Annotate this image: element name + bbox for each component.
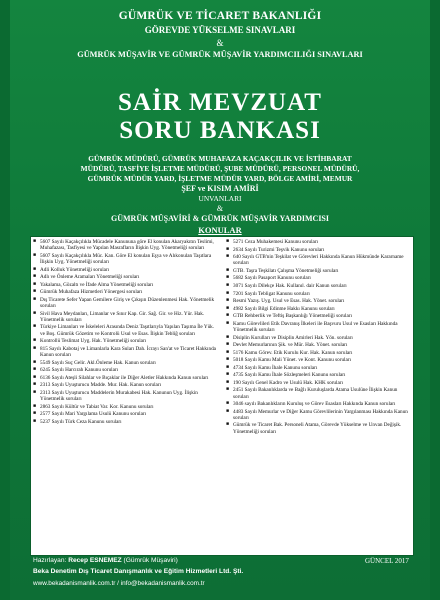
topic-item	[226, 357, 412, 363]
topic-text: 3071 Sayılı Dilekçe Hak. Kullanıl. dair Kanun soruları	[233, 282, 347, 289]
topic-text: 5018 Sayılı Kamu Mali Yönet. ve Kont. Kanunu soruları	[233, 357, 351, 364]
topic-text: 5271 Ceza Muhakemesi Kanunu soruları	[233, 239, 318, 245]
positions-block	[0, 154, 440, 204]
topic-item	[226, 422, 412, 435]
bullet-icon: ■	[33, 374, 37, 380]
topic-text: Kamu Görevlileri Etik Davranış İlkeleri ile Başvuru Usul ve Esasları Hakkında Yönetmelik soruları	[233, 320, 398, 333]
bullet-icon: ■	[226, 254, 230, 260]
bullet-icon: ■	[226, 401, 230, 407]
positions-line: GÜMRÜK MÜDÜR YARD, İŞLETME MÜDÜR YARD, BÖLGE AMİRİ, MEMUR	[87, 174, 353, 183]
topic-text: 2634 Sayılı Turizmi Teşvik Kanunu soruları	[233, 246, 325, 253]
topic-item	[226, 306, 412, 312]
topic-text: Yakalama, Gözaltı ve İfade Alma Yönetmeliği soruları	[40, 281, 154, 288]
bullet-icon: ■	[226, 305, 230, 311]
prepared-label: Hazırlayan:	[33, 557, 67, 564]
book-title-line1: SAİR MEVZUAT	[118, 89, 322, 116]
bullet-icon: ■	[226, 298, 230, 304]
bullet-icon: ■	[226, 422, 230, 428]
topic-text: 2313 Sayılı Uyuşturucu Madde. Mur. Hak. Kanun soruları	[40, 382, 162, 389]
topic-text: GTB. Taşra Teşkilatı Çalışma Yönetmeliği soruları	[233, 267, 339, 274]
topic-text: Türkiye Limanları ve İskeleleri Arasında Deniz Taşıtlarıyla Yapılan Taşıma İle Yük. ve Boş. Gümrük Gözetim ve Kontrolü Usul ve Esas. İlişkin Tebliğ soruları	[40, 324, 215, 337]
company-name: Beka Denetim Dış Ticaret Danışmanlık ve Eğitim Hizmetleri Ltd. Şti.	[33, 568, 244, 575]
topic-item	[33, 267, 219, 273]
topic-item	[226, 247, 412, 253]
bullet-icon: ■	[33, 252, 37, 258]
topic-text: Sivil Hava Meydanları, Limanlar ve Sınır Kap. Gir. Sağ. Gir. ve Hiz. Yür. Hak. Yönetmelik soruları	[40, 310, 205, 323]
topic-item	[226, 275, 412, 281]
topic-item	[226, 268, 412, 274]
topic-text: 3046 sayılı Bakanlıkların Kuruluş ve Görev Esasları Hakkında Kanun soruları	[233, 401, 396, 408]
topic-text: Adlı ve Önleme Aramaları Yönetmeliği soruları	[40, 274, 140, 281]
topic-text: Gümrük Muhafaza Hizmetleri Yönergesi soruları	[40, 289, 143, 296]
topics-left-column	[33, 239, 219, 426]
bullet-icon: ■	[33, 289, 37, 295]
topic-item	[226, 342, 412, 348]
topic-item	[226, 254, 412, 267]
topic-text: 6136 Sayılı Ateşli Silahlar ve Bıçaklar ile Diğer Aletler Hakkında Kanun soruları	[40, 374, 209, 381]
topic-item	[226, 291, 412, 297]
topic-item	[226, 372, 412, 378]
bullet-icon: ■	[33, 274, 37, 280]
topic-text: 6245 Sayılı Harcırah Kanunu soruları	[40, 367, 119, 374]
bullet-icon: ■	[33, 266, 37, 272]
bullet-icon: ■	[226, 379, 230, 385]
contact-info: www.bekadanismanlik.com.tr / info@bekadanismanlik.com.tr	[33, 580, 205, 587]
topic-text: 5682 Sayılı Pasaport Kanunu soruları	[233, 275, 311, 282]
topic-item	[33, 419, 219, 425]
topic-text: 4734 Sayılı Kamu İhale Kanunu soruları	[233, 364, 318, 371]
topic-item	[33, 239, 219, 252]
topic-item	[226, 409, 412, 422]
topic-text: 640 Sayılı GTB'nin Teşkilat ve Görevleri Hakkında Kanun Hükmünde Kararname soruları	[233, 254, 404, 267]
bullet-icon: ■	[33, 389, 37, 395]
bullet-icon: ■	[226, 246, 230, 252]
header-consultant-exam: GÜMRÜK MÜŞAVİR VE GÜMRÜK MÜŞAVİR YARDIMCILIĞI SINAVLARI	[77, 50, 363, 59]
topic-text: 815 Sayılı Kabotaj ve Limanlarla Kara Suları Dah. İcrayı San'at ve Ticaret Hakkında Kanun soruları	[40, 345, 216, 358]
author-note: (Gümrük Müşaviri)	[123, 557, 178, 564]
topic-item	[226, 387, 412, 400]
topic-item	[226, 350, 412, 356]
bullet-icon: ■	[226, 387, 230, 393]
bullet-icon: ■	[226, 364, 230, 370]
topic-text: 5176 Kamu Görev. Etik Kurulu Kur. Hak. Kanun soruları	[233, 349, 353, 356]
topic-text: Devlet Memurlarının Şik. ve Mür. Hak. Yönet. soruları	[233, 342, 348, 349]
book-title-line2: SORU BANKASI	[119, 117, 321, 144]
bullet-icon: ■	[33, 324, 37, 330]
topic-text: 2451 Sayılı Bakanlıklarda ve Bağlı Kuruluşlarda Atama Usulüne İlişkin Kanun soruları	[233, 387, 398, 400]
bullet-icon: ■	[226, 275, 230, 281]
header-ampersand: &	[216, 38, 224, 48]
bullet-icon: ■	[226, 372, 230, 378]
bullet-icon: ■	[33, 281, 37, 287]
topic-text: 4735 Sayılı Kamu İhale Sözleşmeleri Kanunu soruları	[233, 372, 346, 379]
topic-item	[226, 401, 412, 407]
topic-text: 4483 Sayılı Memurlar ve Diğer Kamu Görevlilerinin Yargılanması Hakkında Kanun soruları	[233, 408, 408, 421]
bullet-icon: ■	[226, 267, 230, 273]
topic-item	[226, 321, 412, 334]
topics-panel	[30, 236, 414, 556]
topics-right-column	[226, 239, 412, 436]
bullet-icon: ■	[33, 359, 37, 365]
topic-item	[226, 380, 412, 386]
bullet-icon: ■	[226, 282, 230, 288]
bullet-icon: ■	[33, 345, 37, 351]
topic-item	[33, 411, 219, 417]
topic-text: Disiplin Kurulları ve Disiplin Amirleri Hak. Yön. soruları	[233, 334, 353, 341]
bullet-icon: ■	[226, 342, 230, 348]
bullet-icon: ■	[33, 418, 37, 424]
topic-text: 5607 Sayılı Kaçakçılıkla Mücadele Kanununa göre El konulan Akaryakıtın Teslimi, Muhafazası, Tasfiyesi ve Yapılan Masrafların İlişkin Uyg. Yönetmeliği soruları	[40, 239, 214, 252]
topic-item	[33, 360, 219, 366]
prepared-by	[33, 557, 178, 564]
topic-text: 5237 Sayılı Türk Ceza Kanunu soruları	[40, 418, 122, 425]
topic-item	[33, 274, 219, 280]
topic-item	[33, 346, 219, 359]
topic-text: Kontrollü Teslimat Uyg. Hak. Yönetmeliği soruları	[40, 338, 147, 345]
topic-text: 5549 Sayılı Suç Gelir. Akl.Önleme Hak. Kanun soruları	[40, 359, 156, 366]
topic-text: 4982 Sayılı Bilgi Edinme Hakkı Kanunu soruları	[233, 305, 335, 312]
bullet-icon: ■	[226, 239, 230, 244]
positions-line: UNVANLARI	[198, 194, 242, 203]
topic-item	[33, 375, 219, 381]
topic-item	[33, 282, 219, 288]
bullet-icon: ■	[226, 349, 230, 355]
topic-text: 2577 Sayılı Mari Yargılama Usulü Kanunu soruları	[40, 411, 147, 418]
bullet-icon: ■	[226, 313, 230, 319]
header-ministry: GÜMRÜK VE TİCARET BAKANLIĞI	[118, 10, 322, 22]
topic-item	[226, 298, 412, 304]
topic-text: 190 Sayılı Genel Kadro ve Usulü Hak. KHK soruları	[233, 379, 343, 386]
topic-item	[33, 367, 219, 373]
bullet-icon: ■	[226, 320, 230, 326]
bullet-icon: ■	[33, 403, 37, 409]
topic-item	[33, 311, 219, 324]
bullet-icon: ■	[33, 411, 37, 417]
topic-text: 2313 Sayılı Uyuşturucu Maddelerin Murakabesi Hak. Kanunun Uyg. İlişkin Yönetmelik soruları	[40, 389, 198, 402]
topic-item	[33, 390, 219, 403]
topic-text: 2863 Sayılı Kültür ve Tabiat Var. Kor. Kanunu soruları	[40, 403, 154, 410]
bullet-icon: ■	[226, 408, 230, 414]
cover-footer	[0, 555, 440, 600]
topic-text: GTB Rehberlik ve Teftiş Başkanlığı Yönetmeliği soruları	[233, 313, 352, 320]
bullet-icon: ■	[33, 296, 37, 302]
bullet-icon: ■	[33, 239, 37, 244]
header-exam-type: GÖREVDE YÜKSELME SINAVLARI	[144, 25, 296, 35]
bullet-icon: ■	[33, 310, 37, 316]
topic-item	[226, 365, 412, 371]
topic-item	[33, 289, 219, 295]
positions-line: GÜMRÜK MÜDÜRÜ, GÜMRÜK MUHAFAZA KAÇAKÇILIK VE İSTİHBARAT	[88, 154, 352, 163]
topic-text: Resmi Yazış. Uyg. Usul ve Esas. Hak. Yönet. soruları	[233, 298, 345, 305]
topic-item	[226, 283, 412, 289]
positions-line: ŞEF ve KISIM AMİRİ	[181, 184, 259, 193]
topic-item	[226, 239, 412, 245]
topic-item	[33, 253, 219, 266]
bullet-icon: ■	[33, 367, 37, 373]
topic-text: Dış Ticarete Sefer Yapan Gemilere Giriş ve Çıkışın Düzenlenmesi Hak. Yönetmelik soruları	[40, 296, 215, 310]
bullet-icon: ■	[226, 357, 230, 363]
bullet-icon: ■	[226, 334, 230, 340]
topics-heading: KONULAR	[198, 225, 242, 235]
bullet-icon: ■	[33, 338, 37, 344]
positions-consultant: GÜMRÜK MÜŞAVİRİ & GÜMRÜK MÜŞAVİR YARDIMCISI	[110, 214, 329, 223]
topic-item	[33, 297, 219, 310]
topic-item	[226, 313, 412, 319]
topic-text: 5607 Sayılı Kaçakçılıkla Müc. Kan. Göre El konulan Eşya ve Alıkonulan Taşıtlara İlişkin Uyg. Yönetmeliği soruları	[40, 252, 212, 266]
topic-text: 7201 Sayılı Tebligat Kanunu soruları	[233, 290, 310, 297]
author-name: Recep ESNEMEZ	[68, 557, 122, 564]
topic-item	[226, 335, 412, 341]
topic-text: Adli Kolluk Yönetmeliği soruları	[40, 266, 110, 273]
topic-item	[33, 382, 219, 388]
positions-ampersand: &	[216, 204, 224, 213]
topic-item	[33, 324, 219, 337]
topic-item	[33, 338, 219, 344]
bullet-icon: ■	[226, 290, 230, 296]
topic-text: Gümrük ve Ticaret Bak. Personeli Atama, Görevde Yükselme ve Unvan Değişik. Yönetmeliği soruları	[233, 422, 402, 435]
topic-item	[33, 404, 219, 410]
positions-line: MÜDÜRÜ, TASFİYE İŞLETME MÜDÜRÜ, ŞUBE MÜDÜRÜ, PERSONEL MÜDÜRÜ,	[80, 164, 360, 173]
bullet-icon: ■	[33, 382, 37, 388]
edition-label: GÜNCEL 2017	[365, 557, 409, 565]
